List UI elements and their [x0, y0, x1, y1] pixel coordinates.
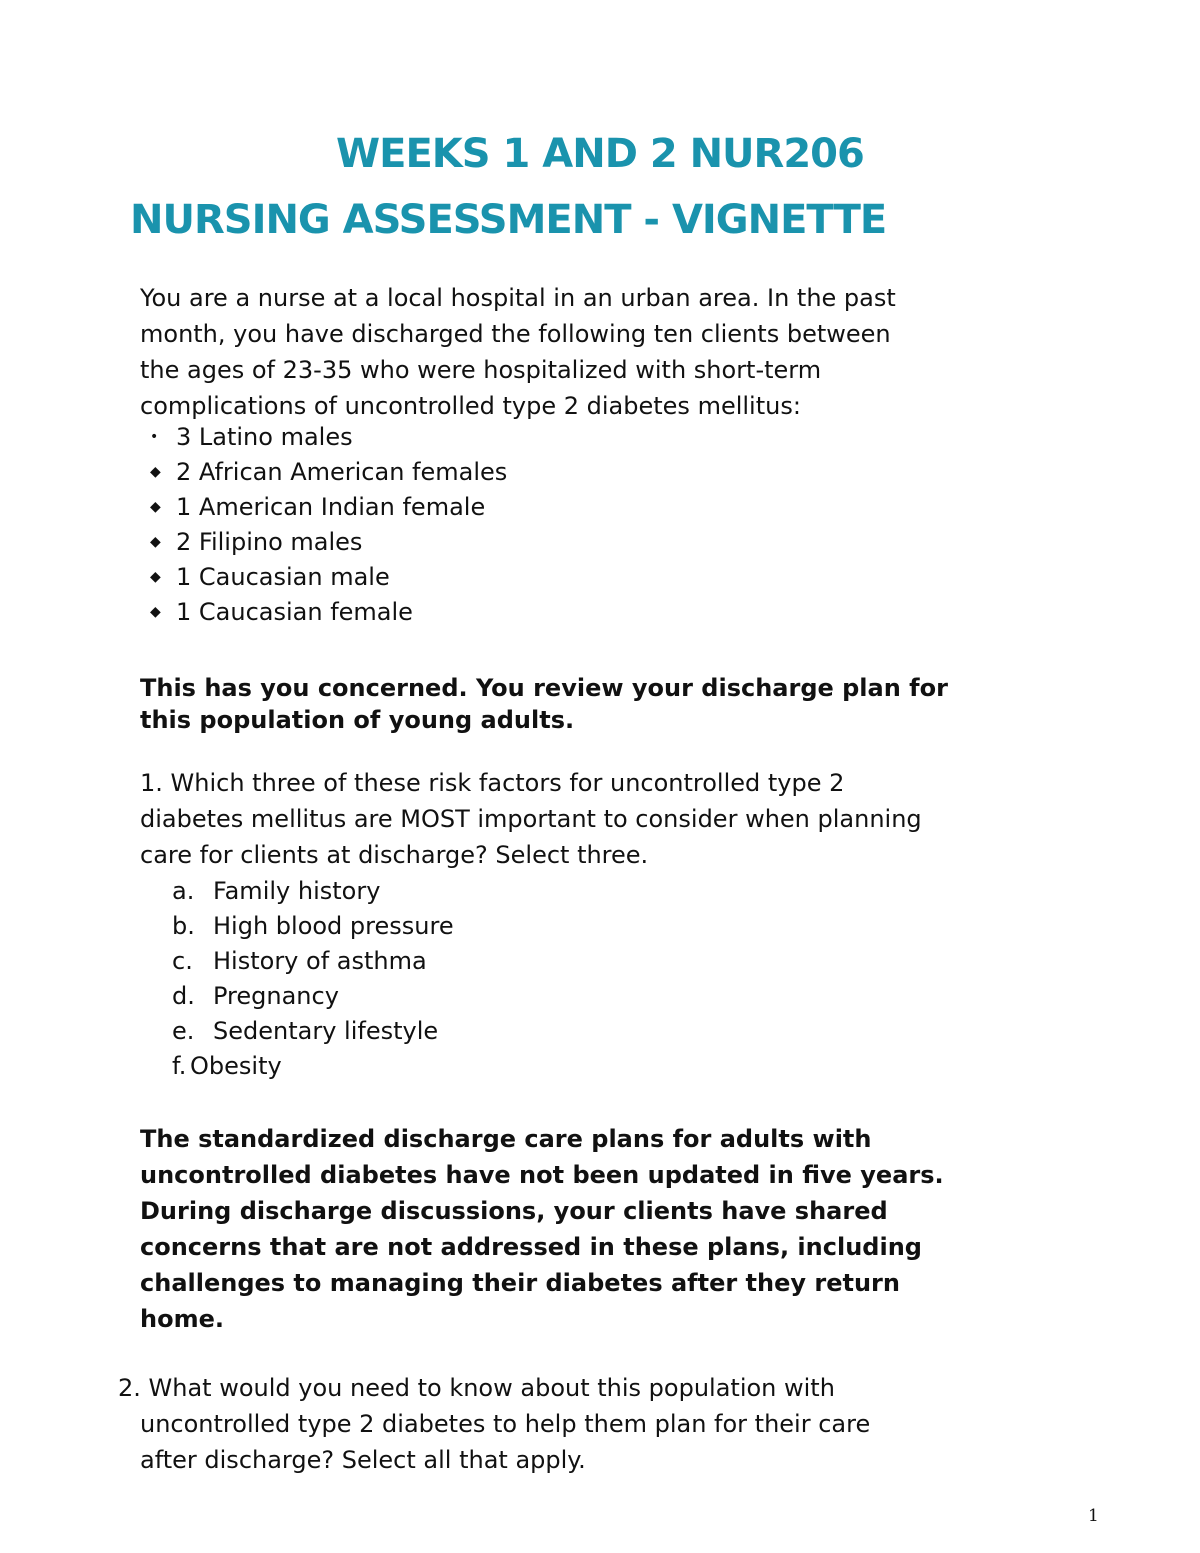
- discharge-line: The standardized discharge care plans for adults with: [140, 1125, 872, 1153]
- client-list: [150, 420, 507, 630]
- client-label: 2 Filipino males: [176, 528, 363, 556]
- page-title-line-2: NURSING ASSESSMENT - VIGNETTE: [130, 197, 887, 243]
- answer-option: [172, 909, 454, 944]
- concern-line: This has you concerned. You review your discharge plan for: [140, 674, 948, 702]
- intro-line: You are a nurse at a local hospital in an urban area. In the past: [140, 284, 896, 312]
- discharge-line: home.: [140, 1305, 224, 1333]
- question-2-line: uncontrolled type 2 diabetes to help them plan for their care: [140, 1410, 871, 1438]
- discharge-line: challenges to managing their diabetes after they return: [140, 1269, 900, 1297]
- question-1-line: care for clients at discharge? Select three.: [140, 841, 649, 869]
- bullet-diamond-icon: ◆: [150, 534, 161, 550]
- client-label: 1 Caucasian male: [176, 563, 390, 591]
- discharge-line: concerns that are not addressed in these plans, including: [140, 1233, 922, 1261]
- option-text: Obesity: [190, 1052, 282, 1080]
- option-text: History of asthma: [213, 947, 427, 975]
- list-item: [150, 525, 507, 560]
- concern-line: this population of young adults.: [140, 706, 575, 734]
- bullet-diamond-icon: ◆: [150, 569, 161, 585]
- answer-option: [172, 1014, 454, 1049]
- bullet-diamond-icon: ◆: [150, 499, 161, 515]
- client-label: 1 Caucasian female: [176, 598, 413, 626]
- option-letter: d.: [172, 982, 195, 1010]
- option-letter: c.: [172, 947, 193, 975]
- list-item: [150, 560, 507, 595]
- discharge-line: uncontrolled diabetes have not been updated in five years.: [140, 1161, 944, 1189]
- question-2-line: after discharge? Select all that apply.: [140, 1446, 586, 1474]
- option-text: Pregnancy: [213, 982, 339, 1010]
- list-item: [150, 455, 507, 490]
- answer-option: [172, 874, 454, 909]
- answer-option: [172, 944, 454, 979]
- page-number: 1: [1088, 1506, 1099, 1526]
- list-item: [150, 490, 507, 525]
- question-1-line: 1. Which three of these risk factors for uncontrolled type 2: [140, 769, 845, 797]
- option-letter: a.: [172, 877, 195, 905]
- intro-line: month, you have discharged the following ten clients between: [140, 320, 891, 348]
- answer-option: [172, 979, 454, 1014]
- option-letter: f.: [172, 1052, 187, 1080]
- question-1-options: [172, 874, 454, 1084]
- discharge-line: During discharge discussions, your clients have shared: [140, 1197, 888, 1225]
- option-text: Family history: [213, 877, 381, 905]
- option-letter: b.: [172, 912, 195, 940]
- question-2-line: 2. What would you need to know about this population with: [118, 1374, 835, 1402]
- list-item: [150, 420, 507, 455]
- intro-line: complications of uncontrolled type 2 diabetes mellitus:: [140, 392, 801, 420]
- intro-paragraph: [140, 280, 1140, 424]
- question-2: [118, 1370, 870, 1478]
- intro-line: the ages of 23-35 who were hospitalized with short-term: [140, 356, 822, 384]
- bullet-diamond-icon: ◆: [150, 604, 161, 620]
- concern-paragraph: [140, 672, 948, 736]
- page-title-line-1: WEEKS 1 AND 2 NUR206: [336, 131, 864, 177]
- client-label: 1 American Indian female: [176, 493, 486, 521]
- option-text: Sedentary lifestyle: [213, 1017, 439, 1045]
- question-1-line: diabetes mellitus are MOST important to consider when planning: [140, 805, 922, 833]
- bullet-diamond-icon: ◆: [150, 464, 161, 480]
- option-letter: e.: [172, 1017, 195, 1045]
- discharge-plans-paragraph: [140, 1121, 944, 1337]
- question-1: [140, 765, 1140, 873]
- client-label: 2 African American females: [176, 458, 508, 486]
- list-item: [150, 595, 507, 630]
- client-label: 3 Latino males: [176, 423, 353, 451]
- answer-option: [172, 1049, 454, 1084]
- bullet-dot-icon: •: [150, 429, 159, 445]
- option-text: High blood pressure: [213, 912, 454, 940]
